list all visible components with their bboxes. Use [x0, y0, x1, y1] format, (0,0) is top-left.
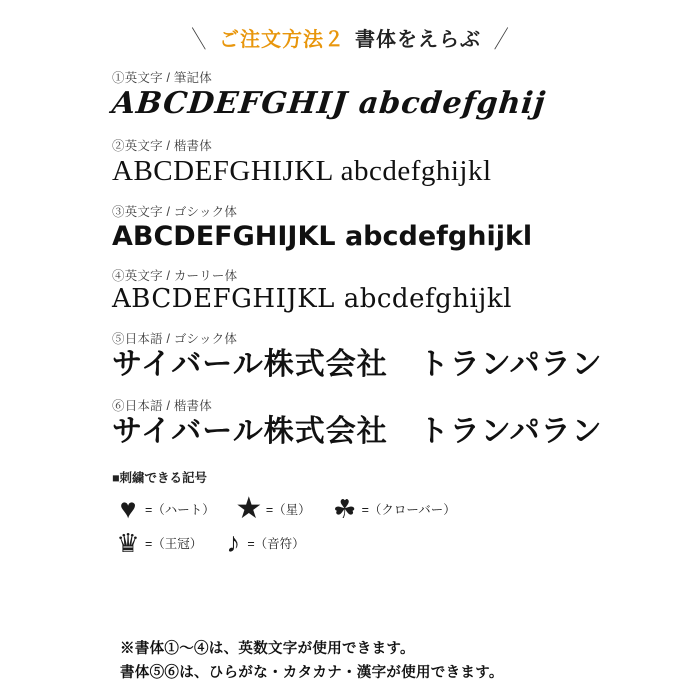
font-sample-6-label: ⑥日本語 / 楷書体	[112, 399, 212, 414]
crown-icon: ♛	[116, 527, 140, 558]
footer-note-line-1: ※書体①〜④は、英数文字が使用できます。	[120, 641, 415, 658]
symbol-item-music-note-label: =（音符）	[247, 536, 305, 551]
star-icon: ★	[235, 491, 263, 525]
symbol-item-heart	[112, 492, 215, 524]
font-sample-1	[112, 68, 676, 122]
footer-note	[0, 638, 700, 686]
font-sample-1-text: ABCDEFGHIJ abcdefghij	[110, 86, 548, 121]
symbol-row-1	[112, 492, 700, 526]
symbol-row-2	[112, 526, 700, 560]
symbol-item-clover	[329, 493, 456, 524]
font-sample-3	[112, 202, 676, 252]
page-header	[0, 0, 700, 54]
symbol-item-clover-label: =（クローバー）	[361, 502, 456, 517]
decorative-slash-right: ／	[489, 26, 514, 53]
font-sample-2-text: ABCDEFGHIJKL abcdefghijkl	[112, 154, 492, 187]
font-sample-5-text: サイバール株式会社 トランパラン	[112, 346, 603, 382]
footer-note-line-2: 書体⑤⑥は、ひらがな・カタカナ・漢字が使用できます。	[120, 665, 504, 682]
heart-icon: ♥	[119, 492, 137, 524]
symbol-item-star-label: =（星）	[265, 502, 311, 517]
clover-icon: ☘	[332, 493, 357, 524]
font-sample-4-text: ABCDEFGHIJKL abcdefghijkl	[112, 283, 512, 314]
symbol-item-heart-label: =（ハート）	[145, 502, 215, 517]
font-sample-6	[112, 396, 676, 450]
symbol-section	[0, 468, 700, 560]
music-note-icon: ♪	[226, 526, 241, 558]
symbol-item-star	[233, 491, 311, 525]
font-sample-1-label: ①英文字 / 筆記体	[112, 71, 212, 85]
font-sample-2-label: ②英文字 / 楷書体	[112, 138, 212, 153]
page-title: 書体をえらぶ	[355, 28, 481, 51]
font-sample-5-label: ⑤日本語 / ゴシック体	[112, 331, 238, 346]
font-sample-2	[112, 136, 676, 188]
symbol-section-title: ■刺繍できる記号	[112, 470, 208, 485]
font-sample-6-text: サイバール株式会社 トランパラン	[112, 414, 603, 450]
font-sample-4	[112, 266, 676, 315]
font-sample-list	[0, 68, 700, 450]
symbol-item-crown	[112, 527, 203, 558]
font-sample-5	[112, 329, 676, 383]
decorative-slash-left: ＼	[186, 26, 211, 53]
font-sample-3-text: ABCDEFGHIJKL abcdefghijkl	[112, 220, 533, 252]
symbol-item-music-note	[220, 526, 305, 558]
page-title-step: ご注文方法２	[219, 28, 345, 51]
font-sample-4-label: ④英文字 / カーリー体	[112, 268, 238, 283]
symbol-item-crown-label: =（王冠）	[145, 536, 203, 551]
font-sample-3-label: ③英文字 / ゴシック体	[112, 204, 238, 219]
